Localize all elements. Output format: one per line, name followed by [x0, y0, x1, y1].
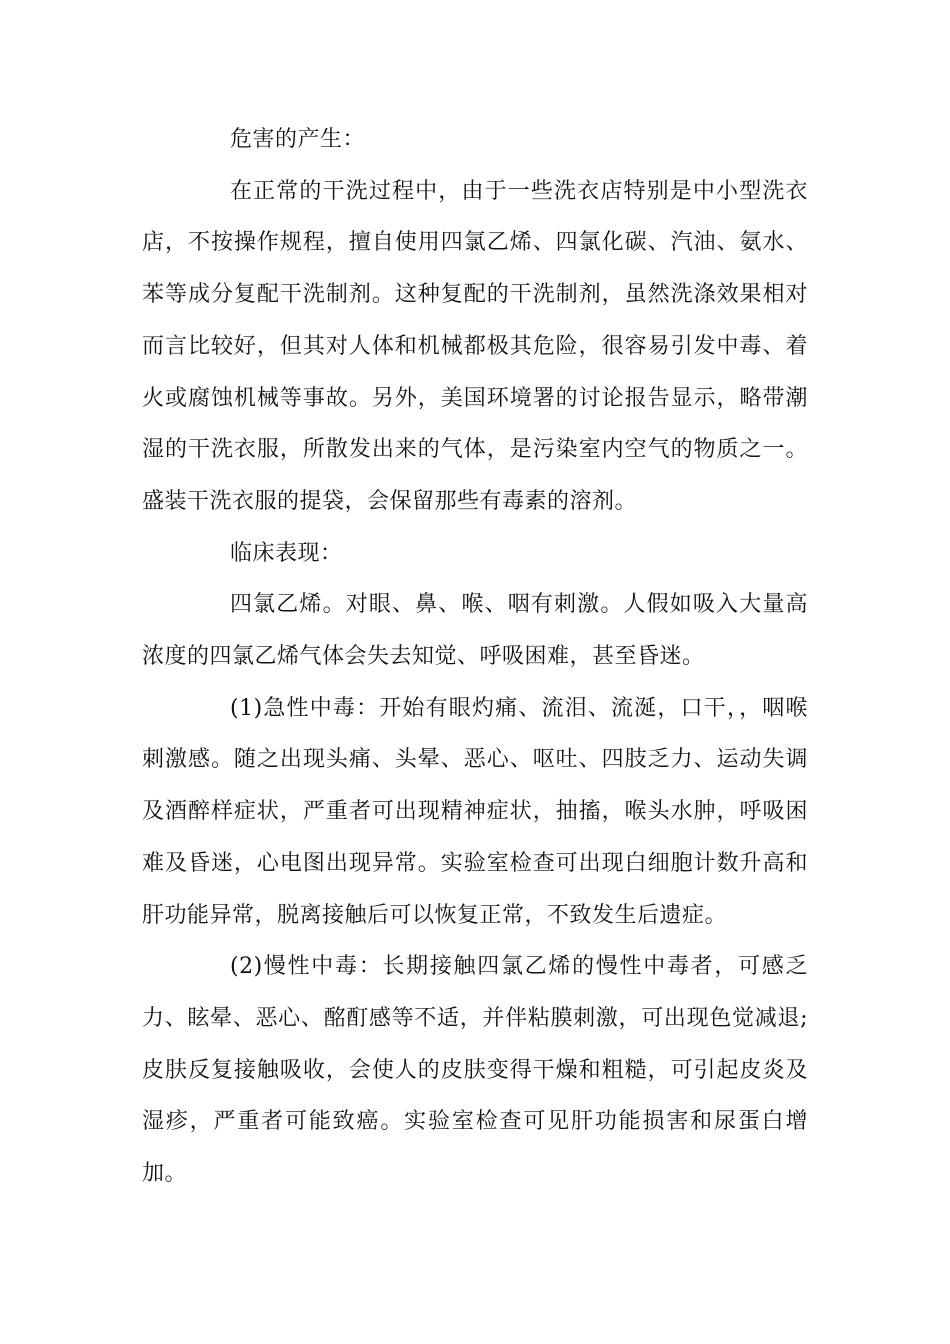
paragraph-hazard-description: 在正常的干洗过程中，由于一些洗衣店特别是中小型洗衣店，不按操作规程，擅自使用四氯乙烯、四氯化碳、汽油、氨水、苯等成分复配干洗制剂。这种复配的干洗制剂，虽然洗涤效果相对而言比较好，但其对人体和机械都极其危险，很容易引发中毒、着火或腐蚀机械等事故。另外，美国环境署的讨论报告显示，略带潮湿的干洗衣服，所散发出来的气体，是污染室内空气的物质之一。盛装干洗衣服的提袋，会保留那些有毒素的溶剂。	[142, 178, 808, 514]
heading-clinical-manifestation: 临床表现：	[230, 540, 343, 566]
paragraph-tetrachloroethylene: 四氯乙烯。对眼、鼻、喉、咽有刺激。人假如吸入大量高浓度的四氯乙烯气体会失去知觉、呼吸困难，甚至昏迷。	[142, 592, 808, 670]
document-body	[142, 114, 808, 1200]
heading-hazard-origin: 危害的产生：	[230, 127, 366, 152]
paragraph-chronic-poisoning: (2)慢性中毒：长期接触四氯乙烯的慢性中毒者，可感乏力、眩晕、恶心、酩酊感等不适，并伴粘膜刺激，可出现色觉减退;皮肤反复接触吸收，会使人的皮肤变得干燥和粗糙，可引起皮炎及湿疹，严重者可能致癌。实验室检查可见肝功能损害和尿蛋白增加。	[142, 954, 808, 1187]
paragraph-acute-poisoning: (1)急性中毒：开始有眼灼痛、流泪、流涎，口干，，咽喉刺激感。随之出现头痛、头晕、恶心、呕吐、四肢乏力、运动失调及酒醉样症状，严重者可出现精神症状，抽搐，喉头水肿，呼吸困难及昏迷，心电图出现异常。实验室检查可出现白细胞计数升高和肝功能异常，脱离接触后可以恢复正常，不致发生后遗症。	[142, 695, 808, 928]
